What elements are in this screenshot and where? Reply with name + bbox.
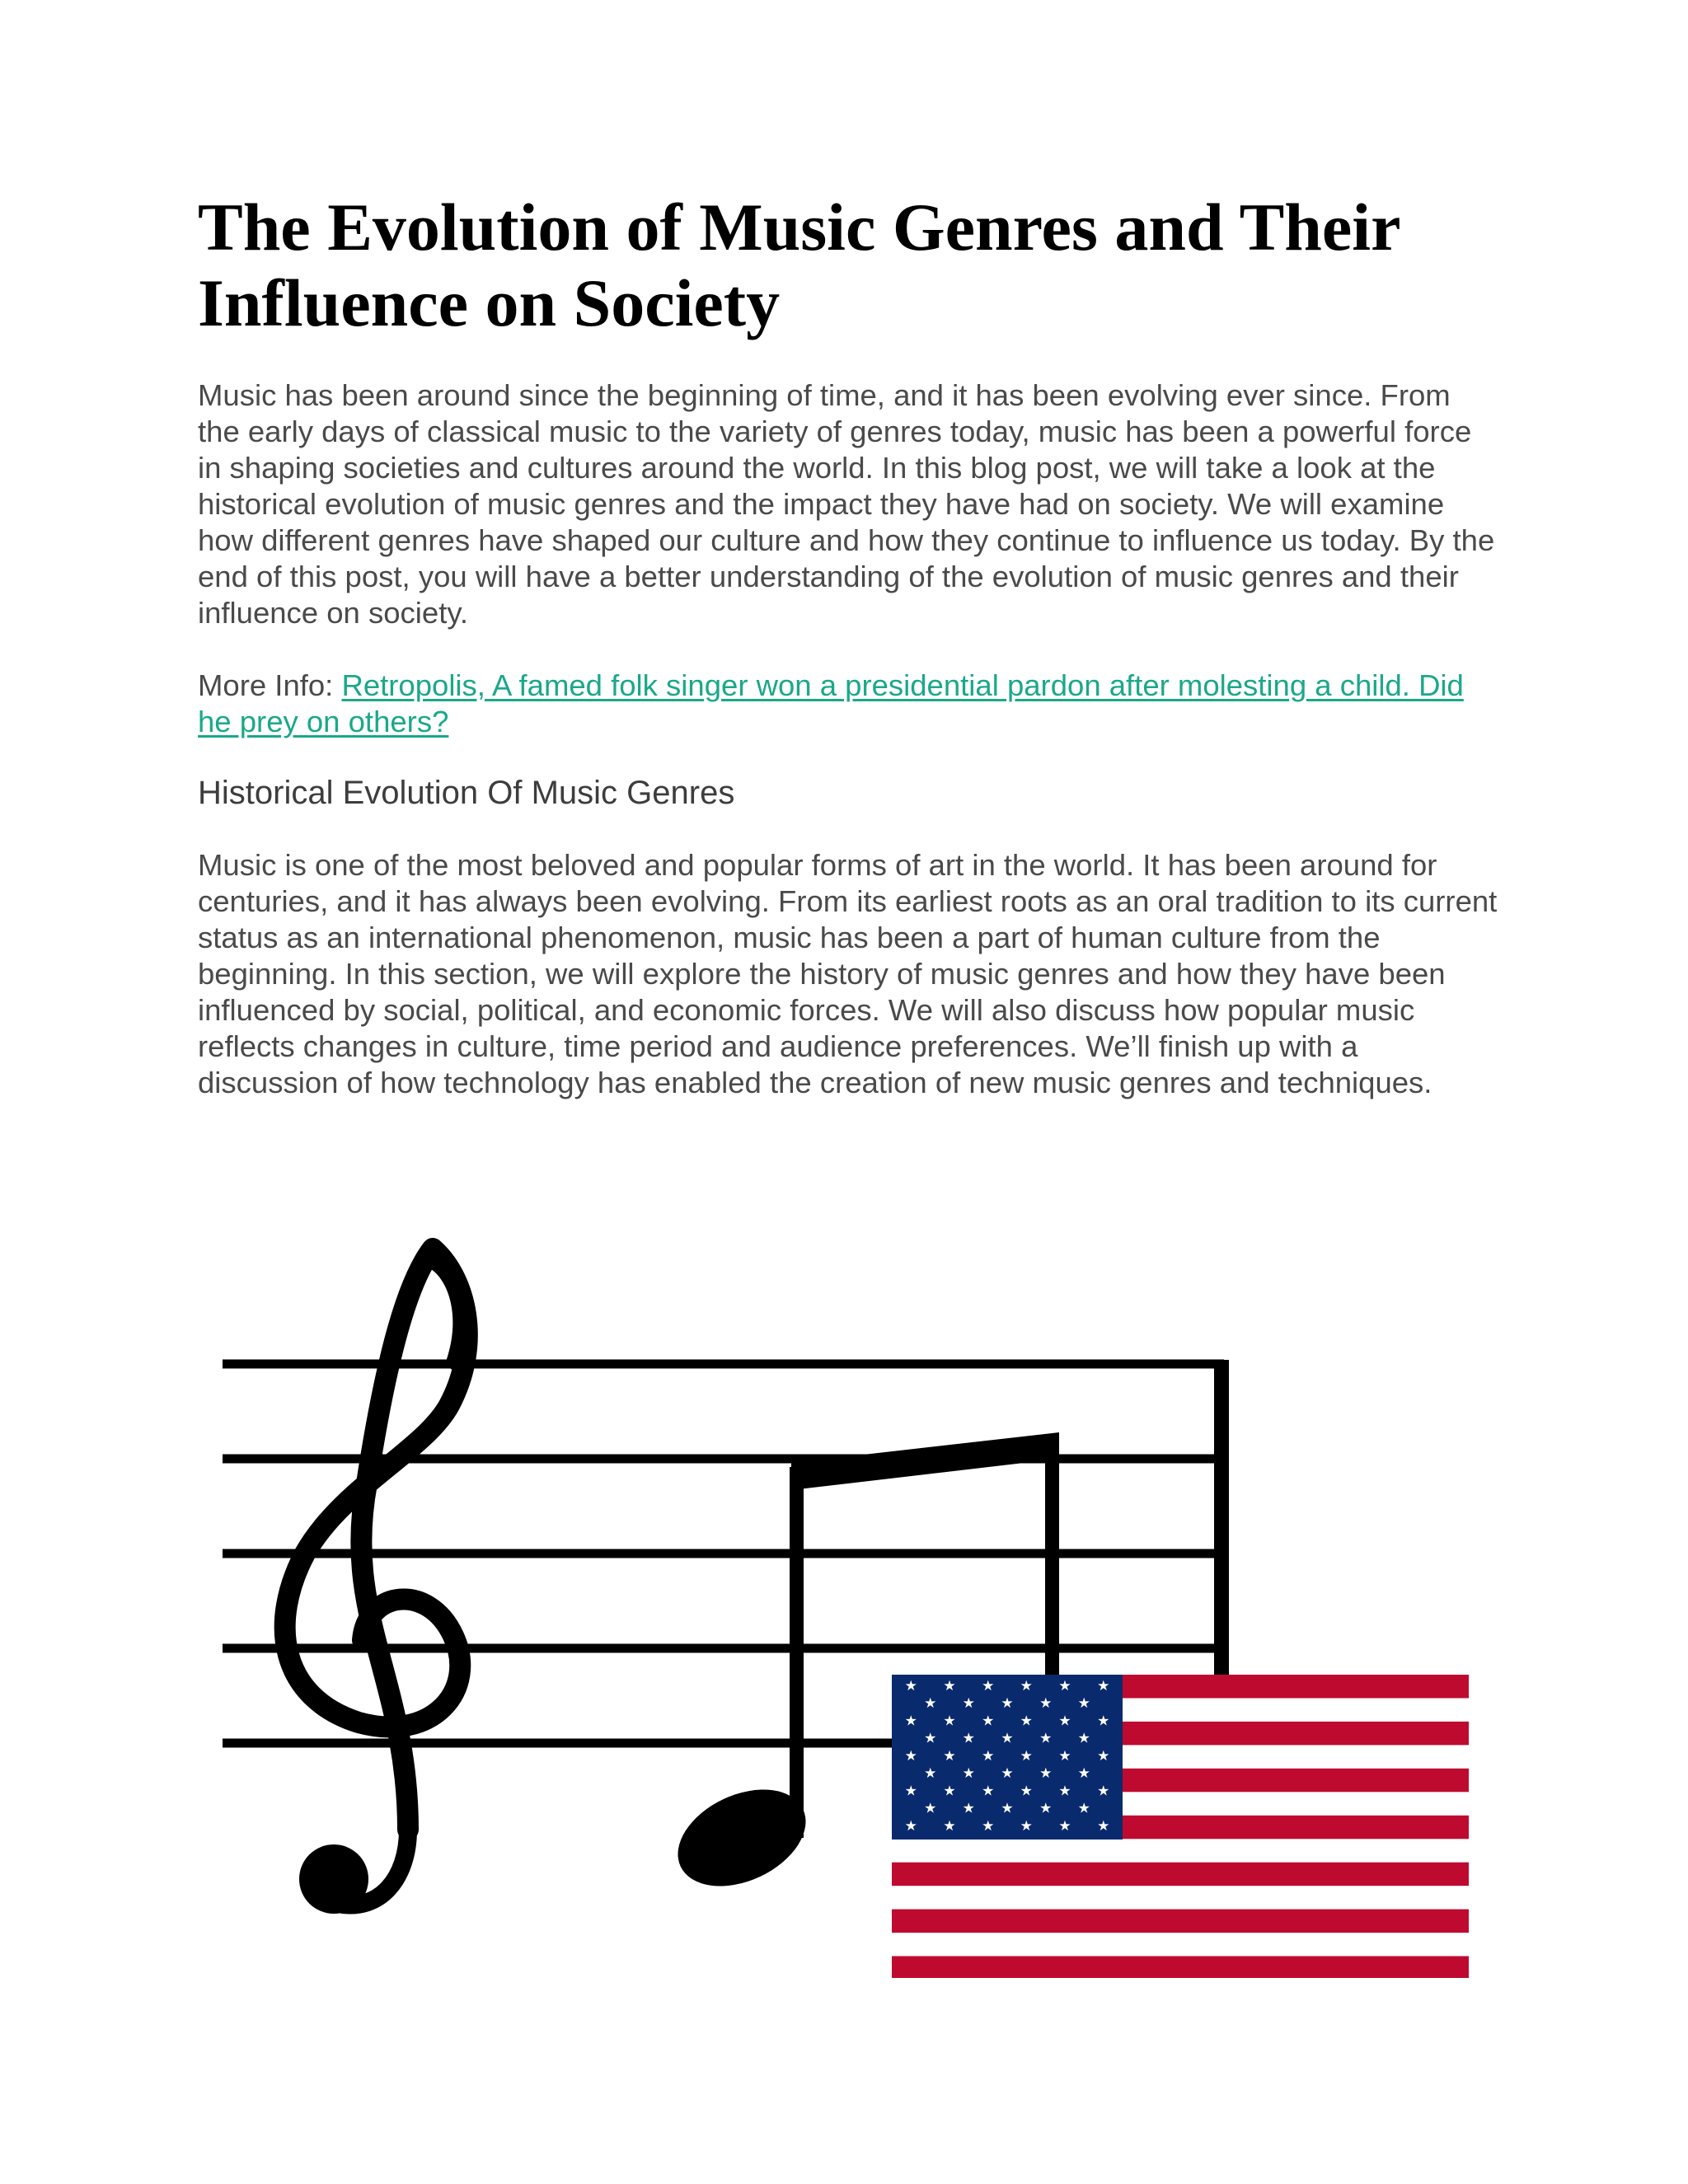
flag-star: ★ bbox=[982, 1818, 995, 1835]
more-info-line bbox=[198, 668, 1500, 740]
flag-star: ★ bbox=[1039, 1695, 1053, 1712]
flag-star: ★ bbox=[1039, 1765, 1053, 1783]
flag-star: ★ bbox=[1020, 1818, 1033, 1835]
flag-star: ★ bbox=[1020, 1713, 1033, 1730]
more-info-label: More Info: bbox=[198, 668, 342, 702]
flag-stripe bbox=[892, 1957, 1469, 1979]
flag-star: ★ bbox=[1077, 1730, 1090, 1747]
flag-star: ★ bbox=[1097, 1677, 1110, 1694]
flag-star: ★ bbox=[982, 1677, 995, 1694]
flag-star: ★ bbox=[1039, 1800, 1053, 1817]
flag-star: ★ bbox=[943, 1677, 956, 1694]
flag-star: ★ bbox=[943, 1747, 956, 1765]
flag-star: ★ bbox=[962, 1730, 975, 1747]
illustration-svg bbox=[198, 1187, 1500, 1978]
section-paragraph: Music is one of the most beloved and popular forms of art in the world. It has been around for centuries, and it has always been evolving. From its earliest roots as an oral tradition to its current status as an international phenomenon, music has been a part of human culture from the beginning. In this section, we will explore the history of music genres and how they have been influenced by social, political, and economic forces. We will also discuss how popular music reflects changes in culture, time period and audience preferences. We’ll finish up with a discussion of how technology has enabled the creation of new music genres and techniques. bbox=[198, 848, 1498, 1099]
flag-star: ★ bbox=[982, 1783, 995, 1800]
flag-star: ★ bbox=[1020, 1677, 1033, 1694]
music-flag-illustration bbox=[198, 1187, 1500, 1978]
flag-star: ★ bbox=[943, 1713, 956, 1730]
flag-star: ★ bbox=[1097, 1818, 1110, 1835]
flag-star: ★ bbox=[1077, 1800, 1090, 1817]
intro-paragraph: Music has been around since the beginning of time, and it has been evolving ever since. From the early days of classical music to the variety of genres today, music has been a powerful force in shaping societies and cultures around the world. In this blog post, we will take a look at the historical evolution of music genres and the impact they have had on society. We will examine how different genres have shaped our culture and how they continue to influence us today. By the end of this post, you will have a better understanding of the evolution of music genres and their influence on society. bbox=[198, 378, 1495, 630]
flag-star: ★ bbox=[904, 1747, 917, 1765]
flag-star: ★ bbox=[924, 1695, 937, 1712]
clef-top bbox=[431, 1244, 473, 1376]
article-title: The Evolution of Music Genres and Their Influence on Society bbox=[198, 190, 1400, 340]
flag-star: ★ bbox=[943, 1818, 956, 1835]
flag-star: ★ bbox=[904, 1677, 917, 1694]
flag-star: ★ bbox=[1058, 1747, 1071, 1765]
flag-star: ★ bbox=[1058, 1783, 1071, 1800]
clef-ball bbox=[299, 1844, 368, 1914]
flag-star: ★ bbox=[1001, 1765, 1014, 1783]
flag-stripe bbox=[892, 1910, 1469, 1933]
flag-stripe bbox=[892, 1863, 1469, 1886]
flag-star: ★ bbox=[1077, 1765, 1090, 1783]
flag-star: ★ bbox=[982, 1747, 995, 1765]
flag-star: ★ bbox=[924, 1765, 937, 1783]
flag-star: ★ bbox=[904, 1783, 917, 1800]
flag-star: ★ bbox=[962, 1800, 975, 1817]
us-flag-icon bbox=[892, 1675, 1469, 1978]
flag-star: ★ bbox=[1001, 1695, 1014, 1712]
flag-star: ★ bbox=[962, 1695, 975, 1712]
flag-star: ★ bbox=[943, 1783, 956, 1800]
flag-star: ★ bbox=[1058, 1713, 1071, 1730]
flag-star: ★ bbox=[1097, 1783, 1110, 1800]
article bbox=[198, 190, 1500, 1101]
flag-star: ★ bbox=[1058, 1677, 1071, 1694]
flag-star: ★ bbox=[982, 1713, 995, 1730]
flag-star: ★ bbox=[1039, 1730, 1053, 1747]
flag-star: ★ bbox=[962, 1765, 975, 1783]
flag-star: ★ bbox=[924, 1800, 937, 1817]
flag-star: ★ bbox=[1020, 1747, 1033, 1765]
flag-star: ★ bbox=[1077, 1695, 1090, 1712]
more-info-link[interactable]: Retropolis, A famed folk singer won a presidential pardon after molesting a child. Did he prey on others? bbox=[198, 668, 1464, 738]
section-heading: Historical Evolution Of Music Genres bbox=[198, 775, 735, 811]
flag-star: ★ bbox=[1001, 1730, 1014, 1747]
treble-clef-icon bbox=[285, 1249, 467, 1905]
flag-star: ★ bbox=[1097, 1747, 1110, 1765]
flag-star: ★ bbox=[1001, 1800, 1014, 1817]
flag-star: ★ bbox=[904, 1818, 917, 1835]
flag-star: ★ bbox=[904, 1713, 917, 1730]
flag-star: ★ bbox=[1097, 1713, 1110, 1730]
flag-star: ★ bbox=[1058, 1818, 1071, 1835]
flag-star: ★ bbox=[1020, 1783, 1033, 1800]
flag-star: ★ bbox=[924, 1730, 937, 1747]
